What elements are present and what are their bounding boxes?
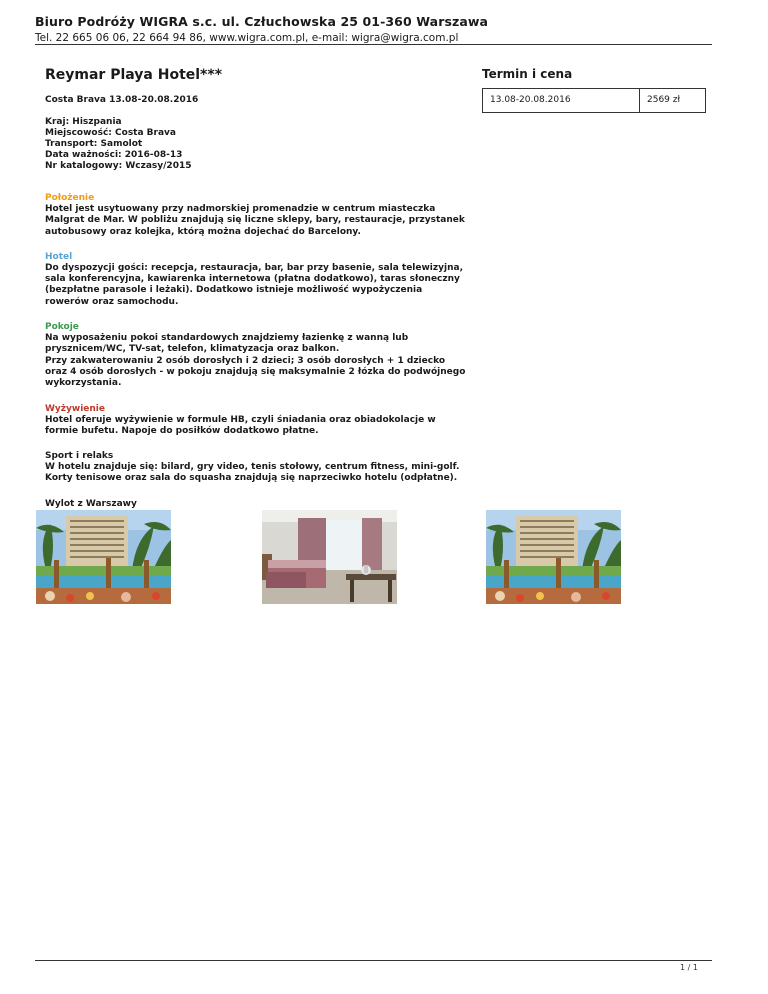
section-hotel-body: Do dyspozycji gości: recepcja, restauracja, bar, bar przy basenie, sala telewizyjna, sala konferencyjna, kawiarenka internetowa (płatna dodatkowo), taras słoneczny (bezpłatne parasole i leżaki). Dodatkowo istnieje możliwość wypożyczenia rowerów oraz samochodu. [45, 262, 463, 307]
section-rooms-body: Na wyposażeniu pokoi standardowych znajdziemy łazienkę z wanną lub prysznicem/WC, TV-sat, telefon, klimatyzacja oraz balkon. Przy zakwaterowaniu 2 osób dorosłych i 2 dzieci; 3 osób dorosłych + 1 dziecko oraz 4 osób dorosłych - w pokoju znajdują się maksymalnie 2 łózka do podwójnego wykorzystania. [45, 333, 466, 389]
price-date-cell: 13.08-20.08.2016 [483, 89, 640, 112]
footer-divider [35, 960, 712, 961]
section-food-title: Wyżywienie [45, 403, 105, 414]
offer-description [45, 66, 475, 510]
section-food [45, 404, 475, 438]
detail-country: Kraj: Hiszpania [45, 117, 122, 127]
page-number: 1 / 1 [680, 963, 698, 972]
section-sport-title: Sport i relaks [45, 451, 114, 462]
company-name: Biuro Podróży WIGRA s.c. ul. Człuchowska 25 01-360 Warszawa [35, 14, 489, 29]
header-divider [35, 44, 712, 45]
offer-subtitle: Costa Brava 13.08-20.08.2016 [45, 95, 199, 105]
hotel-pool-photo-2 [486, 510, 621, 604]
section-food-body: Hotel oferuje wyżywienie w formule HB, czyli śniadania oraz obiadokolacje w formie bufetu. Napoje do posiłków dodatkowo płatne. [45, 414, 436, 436]
document-header [35, 14, 712, 45]
detail-valid-date: Data ważności: 2016-08-13 [45, 150, 183, 160]
section-location-body: Hotel jest usytuowany przy nadmorskiej promenadzie w centrum miasteczka Malgrat de Mar. W pobliżu znajdują się liczne sklepy, bary, restauracje, przystanek autobusowy oraz kolejka, którą można dojechać do Barcelony. [45, 204, 465, 237]
price-table-row [482, 88, 706, 113]
offer-details [45, 117, 475, 172]
section-hotel [45, 252, 475, 308]
hotel-title: Reymar Playa Hotel*** [45, 67, 223, 83]
detail-catalog-number: Nr katalogowy: Wczasy/2015 [45, 161, 192, 171]
departure-info: Wylot z Warszawy [45, 498, 137, 509]
section-location [45, 193, 475, 238]
hotel-pool-photo [36, 510, 171, 604]
section-rooms-title: Pokoje [45, 322, 79, 333]
company-contact: Tel. 22 665 06 06, 22 664 94 86, www.wigra.com.pl, e-mail: wigra@wigra.com.pl [35, 32, 459, 44]
hotel-room-photo [262, 510, 397, 604]
pricing-title: Termin i cena [482, 67, 573, 81]
section-location-title: Położenie [45, 193, 95, 203]
section-sport [45, 451, 475, 485]
detail-transport: Transport: Samolot [45, 139, 143, 149]
detail-location: Miejscowość: Costa Brava [45, 128, 176, 138]
section-sport-body: W hotelu znajduje się: bilard, gry video, tenis stołowy, centrum fitness, mini-golf. Korty tenisowe oraz sala do squasha znajdują się naprzeciwko hotelu (odpłatne). [45, 462, 460, 484]
pricing-panel [482, 66, 707, 105]
price-amount-cell: 2569 zł [647, 95, 681, 105]
section-hotel-title: Hotel [45, 251, 73, 262]
section-rooms [45, 322, 475, 389]
